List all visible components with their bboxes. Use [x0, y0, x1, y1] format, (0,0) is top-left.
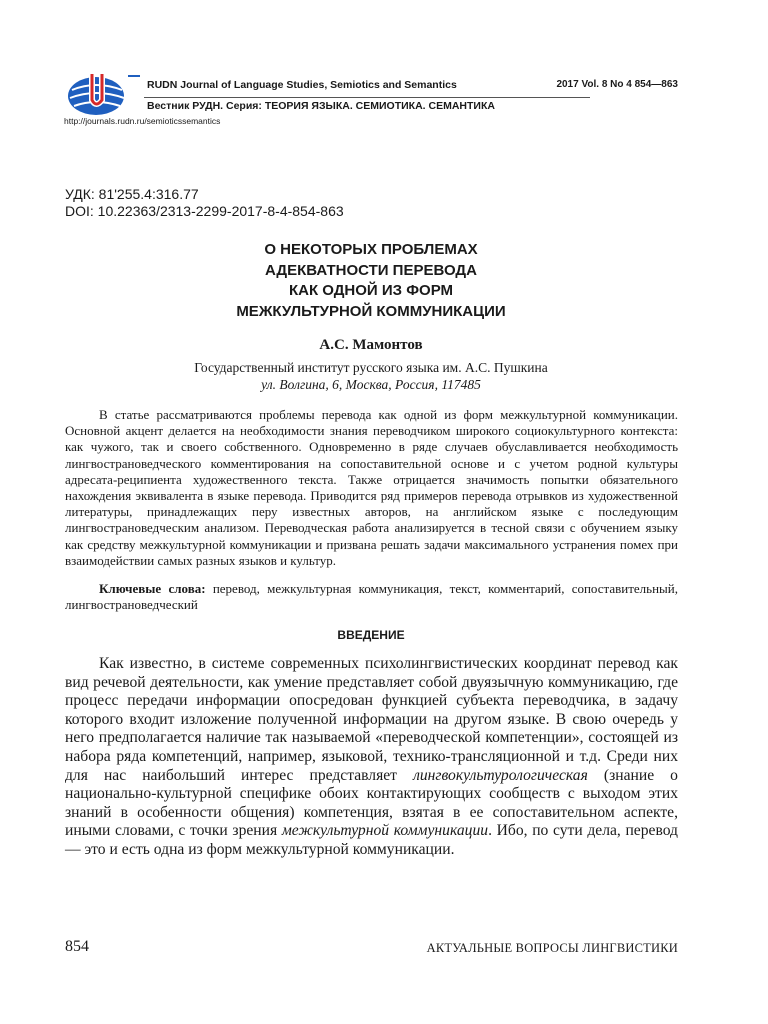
title-line: АДЕКВАТНОСТИ ПЕРЕВОДА [265, 261, 477, 279]
keywords-text: перевод, межкультурная коммуникация, текст, комментарий, сопоставительный, лингвострановедческий [65, 581, 678, 613]
article-identifiers [65, 186, 344, 220]
abstract-text: В статье рассматриваются проблемы перевода как одной из форм межкультурной коммуникации. Основной акцент делается на необходимости знания переводчиком широкого социокультурного контекста: как чужого, так и своего собственного. Одновременно в ряде случаев обуславливается необходимость лингвострановедческого комментирования на сопоставительной основе и с учетом родной культуры адресата-реципиента художественного текста. Также отрицается значимость попытки обязательного нахождения эквивалента в языке перевода. Приводится ряд примеров перевода отрывков из художественной литературы, принадлежащих перу известных авторов, на английском языке с последующим лингвострановедческим анализом. Переводческая работа анализируется в тесной связи с обучением языку как средству межкультурной коммуникации и призвана решать задачи максимального устранения помех при взаимодействии самых разных языков и культур. [65, 407, 678, 568]
page-number: 854 [65, 938, 89, 955]
doi[interactable]: DOI: 10.22363/2313-2299-2017-8-4-854-863 [65, 203, 344, 219]
title-line: О НЕКОТОРЫХ ПРОБЛЕМАХ [264, 241, 478, 258]
journal-url[interactable]: http://journals.rudn.ru/semioticssemantics [64, 116, 221, 126]
header-rule [144, 97, 590, 98]
body-emphasis: лингвокультурологическая [413, 766, 588, 784]
body-text-part: (знание о национально-культурной специфике обоих контактирующих сообществ с выходом этих знаний в особенности общения) компетенция, взятая в ее сопоставительном аспекте, иными словами, с точки зрения [65, 766, 678, 840]
section-heading: ВВЕДЕНИЕ [337, 628, 405, 642]
body-emphasis: межкультурной коммуникации [281, 822, 489, 840]
udk: УДК: 81'255.4:316.77 [65, 186, 199, 202]
affiliation [65, 359, 677, 393]
body-paragraph [65, 655, 678, 860]
running-footer: АКТУАЛЬНЫЕ ВОПРОСЫ ЛИНГВИСТИКИ [426, 941, 678, 955]
abstract [65, 407, 678, 569]
body-text-part: . Ибо, по сути дела, перевод — это и есть одна из форм межкультурной коммуникации. [65, 822, 678, 858]
article-title [65, 240, 677, 322]
title-line: КАК ОДНОЙ ИЗ ФОРМ [288, 282, 454, 299]
body-text-part: Как известно, в системе современных психолингвистических координат перевод как вид речевой деятельности, как умение представляет собой двуязычную коммуникацию, где процесс передачи информации опосредован функцией субъекта переводчика, в задачу которого входит изложение полученной информации на другом языке. В свою очередь у него предполагается наличие так называемой «переводческой компетенции», состоящей из набора ряда компетенций, например, языковой, технико-трансляционной и т.д. Среди них для нас наибольший интерес представляет [65, 655, 678, 784]
author-name: А.С. Мамонтов [319, 337, 423, 353]
journal-logo [66, 70, 140, 118]
journal-header [62, 66, 692, 136]
issue-info: 2017 Vol. 8 No 4 854—863 [556, 79, 678, 90]
title-line: МЕЖКУЛЬТУРНОЙ КОММУНИКАЦИИ [236, 302, 506, 320]
journal-title-en: RUDN Journal of Language Studies, Semiotics and Semantics [147, 79, 457, 91]
address: ул. Волгина, 6, Москва, Россия, 117485 [261, 377, 481, 392]
keywords-label: Ключевые слова: [99, 581, 206, 596]
keywords [65, 581, 678, 613]
institution: Государственный институт русского языка им. А.С. Пушкина [194, 360, 548, 375]
journal-title-ru: Вестник РУДН. Серия: ТЕОРИЯ ЯЗЫКА. СЕМИОТИКА. СЕМАНТИКА [147, 100, 495, 112]
